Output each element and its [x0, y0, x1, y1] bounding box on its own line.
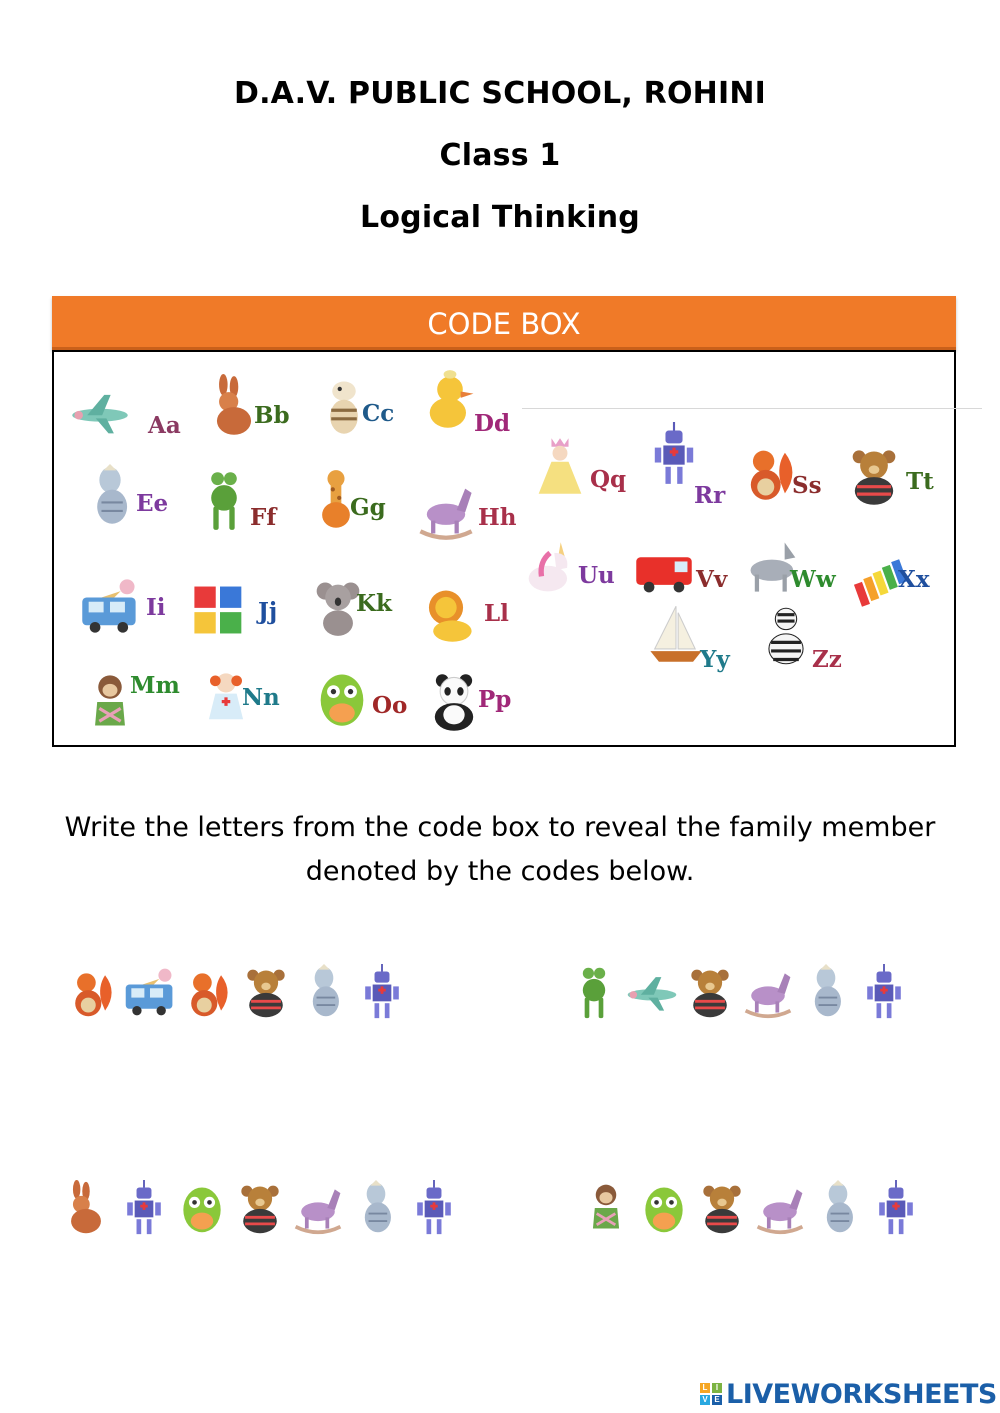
- squirrel-icon: [64, 944, 120, 1045]
- logo-mark-tile: I: [712, 1383, 722, 1393]
- teddy-icon: [232, 1160, 288, 1261]
- horse-icon: [414, 478, 478, 547]
- robot-icon: [868, 1160, 924, 1261]
- van-icon: [632, 538, 696, 607]
- subject-title: Logical Thinking: [360, 200, 640, 235]
- code-box-title: CODE BOX: [427, 307, 581, 341]
- code-letter-ii: Ii: [146, 594, 166, 621]
- code-letter-xx: Xx: [898, 566, 930, 593]
- owl-icon: [310, 666, 374, 735]
- bunny-icon: [58, 1160, 114, 1261]
- code-letter-kk: Kk: [356, 590, 392, 617]
- robot-icon: [642, 422, 706, 491]
- code-letter-hh: Hh: [478, 504, 517, 531]
- code-letter-ll: Ll: [484, 600, 509, 627]
- code-row-4: [578, 1160, 926, 1270]
- code-letter-ww: Ww: [790, 566, 836, 593]
- code-letter-tt: Tt: [906, 468, 934, 495]
- code-letter-ss: Ss: [792, 472, 822, 499]
- teddy-icon: [682, 944, 738, 1045]
- liveworksheets-mark-icon: [700, 1383, 722, 1405]
- jigsaw-icon: [188, 578, 252, 647]
- panda-icon: [422, 670, 486, 739]
- code-letter-qq: Qq: [590, 466, 627, 493]
- frog-icon: [566, 944, 622, 1045]
- teddy-icon: [842, 444, 906, 513]
- liveworksheets-logo: [700, 1378, 997, 1410]
- elephant-icon: [810, 1160, 866, 1261]
- code-letter-zz: Zz: [812, 646, 842, 673]
- yacht-icon: [644, 602, 708, 671]
- code-letter-pp: Pp: [478, 686, 512, 713]
- code-letter-nn: Nn: [242, 684, 280, 711]
- elephant-icon: [78, 464, 142, 533]
- monkey-icon: [578, 1160, 634, 1261]
- brand-name: LIVEWORKSHEETS: [726, 1378, 997, 1410]
- unicorn-icon: [518, 538, 582, 607]
- code-letter-uu: Uu: [578, 562, 615, 589]
- code-letter-bb: Bb: [254, 402, 290, 429]
- zebra-icon: [754, 604, 818, 673]
- elephant-icon: [798, 944, 854, 1045]
- lion-icon: [414, 582, 478, 651]
- queen-icon: [528, 434, 592, 503]
- teddy-icon: [238, 944, 294, 1045]
- horse-icon: [752, 1160, 808, 1261]
- ice-cream-van-icon: [122, 944, 178, 1045]
- squirrel-icon: [180, 944, 236, 1045]
- code-letter-vv: Vv: [696, 566, 728, 593]
- horse-icon: [740, 944, 796, 1045]
- elephant-icon: [348, 1160, 404, 1261]
- robot-icon: [354, 944, 410, 1045]
- code-letter-gg: Gg: [350, 494, 386, 521]
- code-box: [52, 350, 956, 747]
- divider-line: [522, 408, 982, 409]
- code-letter-yy: Yy: [700, 646, 730, 673]
- robot-icon: [406, 1160, 462, 1261]
- code-row-2: [566, 944, 914, 1054]
- duck-icon: [418, 368, 482, 437]
- code-letter-rr: Rr: [694, 482, 726, 509]
- code-letter-oo: Oo: [372, 692, 408, 719]
- airplane-icon: [68, 380, 132, 449]
- code-letter-aa: Aa: [148, 412, 181, 439]
- code-row-1: [64, 944, 412, 1054]
- class-label: Class 1: [439, 138, 561, 173]
- frog-icon: [192, 468, 256, 537]
- owl-icon: [636, 1160, 692, 1261]
- code-row-3: [58, 1160, 464, 1270]
- code-box-header: [52, 296, 956, 350]
- robot-icon: [856, 944, 912, 1045]
- logo-mark-tile: L: [700, 1383, 710, 1393]
- school-name: D.A.V. PUBLIC SCHOOL, ROHINI: [233, 76, 767, 111]
- ice-cream-van-icon: [78, 574, 142, 643]
- code-letter-ff: Ff: [250, 504, 277, 531]
- code-letter-jj: Jj: [258, 598, 278, 625]
- teddy-icon: [694, 1160, 750, 1261]
- owl-icon: [174, 1160, 230, 1261]
- code-letter-dd: Dd: [474, 410, 511, 437]
- airplane-icon: [624, 944, 680, 1045]
- robot-icon: [116, 1160, 172, 1261]
- elephant-icon: [296, 944, 352, 1045]
- logo-mark-tile: V: [700, 1395, 710, 1405]
- instructions: Write the letters from the code box to reveal the family member denoted by the codes below.: [64, 812, 936, 887]
- code-letter-mm: Mm: [130, 672, 180, 699]
- code-letter-ee: Ee: [136, 490, 169, 517]
- horse-icon: [290, 1160, 346, 1261]
- logo-mark-tile: E: [712, 1395, 722, 1405]
- code-letter-cc: Cc: [362, 400, 395, 427]
